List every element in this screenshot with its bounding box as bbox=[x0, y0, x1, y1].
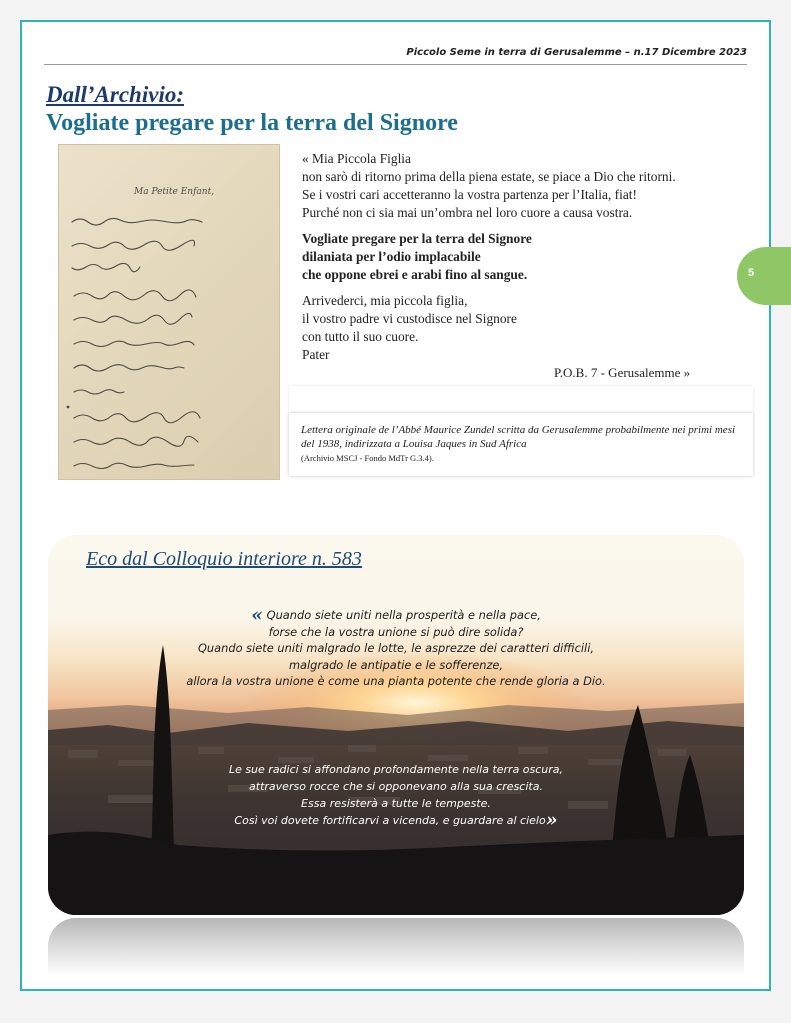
letter-bold-line: dilaniata per l’odio implacabile bbox=[302, 249, 481, 264]
sunset-photo-card bbox=[48, 535, 744, 915]
letter-signature: Pater bbox=[302, 347, 330, 362]
quote-line: forse che la vostra unione si può dire solida? bbox=[268, 624, 524, 639]
letter-transcription bbox=[302, 150, 772, 372]
letter-closing-line: il vostro padre vi custodisce nel Signore bbox=[302, 311, 517, 326]
handwritten-letter-image bbox=[58, 144, 280, 480]
closing-quote-mark: » bbox=[545, 809, 558, 831]
caption-reference: (Archivio MSCJ - Fondo MdTr G.3.4). bbox=[301, 453, 434, 463]
quote-line: Quando siete uniti nella prosperità e nella pace, bbox=[266, 608, 541, 622]
letter-closing-line: Arrivederci, mia piccola figlia, bbox=[302, 293, 468, 308]
quote-line: allora la vostra unione è come una pianta potente che rende gloria a Dio. bbox=[186, 674, 606, 688]
handwriting-scribbles bbox=[58, 144, 280, 480]
letter-line: non sarò di ritorno prima della piena estate, se piace a Dio che ritorni. bbox=[302, 169, 676, 184]
quote-line: Quando siete uniti malgrado le lotte, le asprezze dei caratteri difficili, bbox=[197, 641, 595, 655]
letter-line: Purché non ci sia mai un’ombra nel loro cuore a causa vostra. bbox=[302, 205, 633, 220]
caption-box bbox=[289, 413, 753, 476]
opening-quote-mark: « bbox=[251, 604, 263, 626]
caption-spacer-box bbox=[289, 386, 753, 413]
letter-paragraph-closing bbox=[302, 292, 772, 364]
section-title: Vogliate pregare per la terra del Signore bbox=[46, 110, 458, 136]
quote-line: malgrado le antipatie e le sofferenze, bbox=[288, 657, 504, 672]
section-label: Dall’Archivio: bbox=[46, 82, 184, 107]
caption-text: Lettera originale de l’Abbé Maurice Zundel scritta da Gerusalemme probabilmente nei primi mesi del 1938, indirizzata a Louisa Jaques in Sud Africa bbox=[301, 424, 736, 450]
letter-closing-line: con tutto il suo cuore. bbox=[302, 329, 419, 344]
letter-bold-line: Vogliate pregare per la terra del Signore bbox=[302, 231, 532, 246]
letter-signoff: P.O.B. 7 - Gerusalemme » bbox=[554, 365, 691, 380]
quote-line: Così voi dovete fortificarvi a vicenda, e guardare al cielo bbox=[234, 814, 546, 827]
quote-block-2 bbox=[130, 761, 662, 829]
letter-paragraph-1 bbox=[302, 150, 772, 222]
page-number: 5 bbox=[748, 267, 755, 279]
running-header: Piccolo Seme in terra di Gerusalemme – n.17 Dicembre 2023 bbox=[406, 47, 747, 58]
header-divider bbox=[44, 64, 747, 65]
letter-paragraph-bold bbox=[302, 230, 772, 284]
handwriting-greeting: Ma Petite Enfant, bbox=[134, 187, 215, 197]
letter-line: « Mia Piccola Figlia bbox=[302, 151, 411, 166]
quote-line: attraverso rocce che si opponevano alla sua crescita. bbox=[249, 780, 543, 793]
letter-line: Se i vostri cari accetteranno la vostra partenza per l’Italia, fiat! bbox=[302, 187, 637, 202]
card-reflection bbox=[48, 918, 744, 976]
echo-title: Eco dal Colloquio interiore n. 583 bbox=[86, 548, 362, 570]
quote-line: Le sue radici si affondano profondamente nella terra oscura, bbox=[228, 763, 564, 776]
quote-block-1 bbox=[108, 604, 684, 690]
quote-line: Essa resisterà a tutte le tempeste. bbox=[301, 797, 491, 810]
letter-bold-line: che oppone ebrei e arabi fino al sangue. bbox=[302, 267, 528, 282]
sunset-landscape bbox=[48, 535, 744, 915]
